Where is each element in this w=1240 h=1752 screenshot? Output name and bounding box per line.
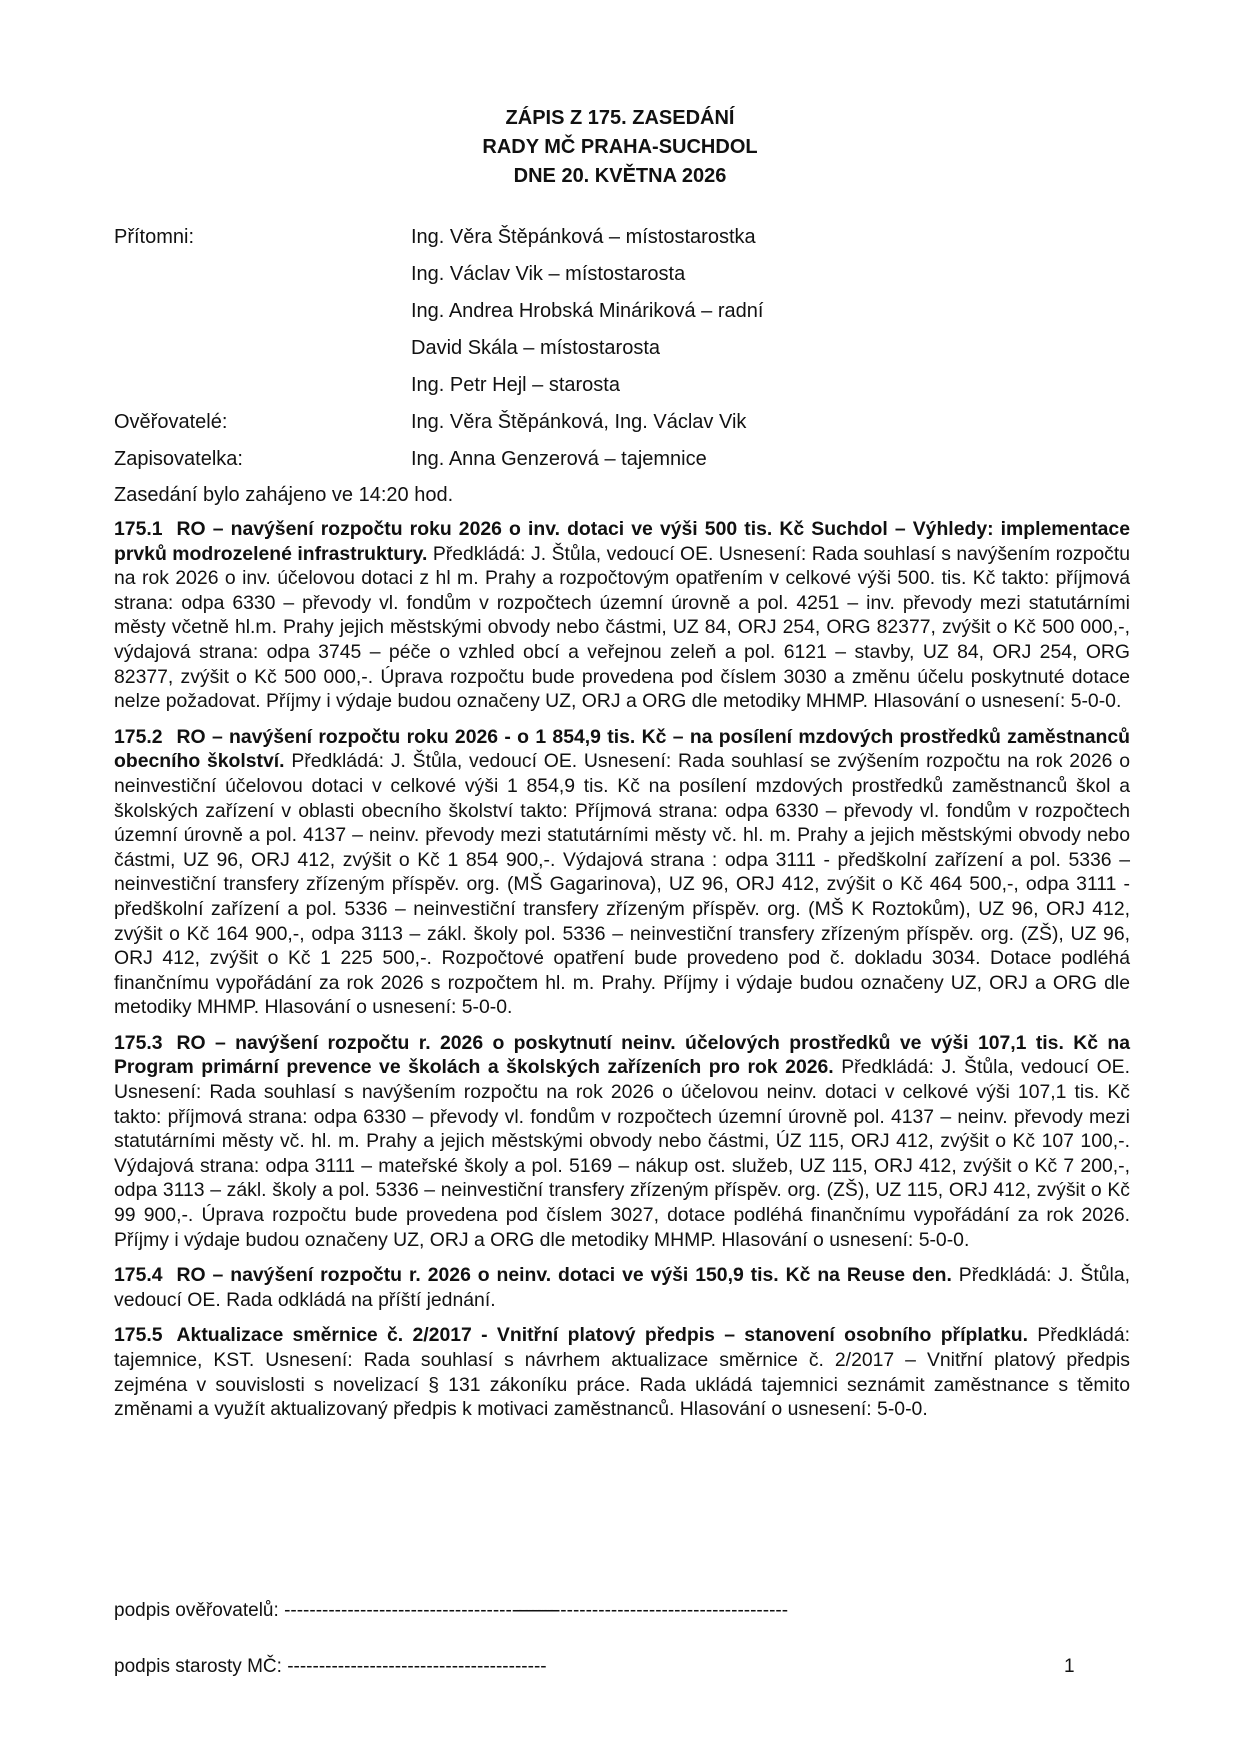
page-number: 1 <box>1064 1656 1075 1677</box>
mayor-signature-label: podpis starosty MČ: <box>114 1656 282 1677</box>
mayor-signature <box>114 1656 547 1678</box>
agenda-item <box>114 517 1130 714</box>
item-title: RO – navýšení rozpočtu r. 2026 o neinv. dotaci ve výši 150,9 tis. Kč na Reuse den. <box>176 1264 952 1287</box>
title-line-3: DNE 20. KVĚTNA 2026 <box>513 165 727 187</box>
verifiers-label: Ověřovatelé: <box>114 411 228 433</box>
item-body: Předkládá: J. Štůla, vedoucí OE. Usnesení: Rada souhlasí s navýšením rozpočtu na rok 2026 o inv. účelovou dotaci z hl m. Prahy a rozpočtovým opatřením v celkové výši 500. tis. Kč takto: příjmová strana: odpa 6330 – převody vl. fondům v rozpočtech územní úrovně a pol. 4251 – inv. převody mezi statutárními městy včetně hl.m. Prahy jejich městskými obvody nebo částmi, UZ 84, ORJ 254, ORG 82377, zvýšit o Kč 500 000,-, výdajová strana: odpa 3745 – péče o vzhled obcí a veřejnou zeleň a pol. 6121 – stavby, UZ 84, ORJ 254, ORG 82377, zvýšit o Kč 500 000,-. Úprava rozpočtu bude provedena pod číslem 3030 a změnu účelu poskytnuté dotace nelze požadovat. Příjmy i výdaje budou označeny UZ, ORJ a ORG dle metodiky MHMP. Hlasování o usnesení: 5-0-0. <box>114 542 1130 713</box>
item-title: Aktualizace směrnice č. 2/2017 - Vnitřní platový předpis – stanovení osobního příplatku. <box>176 1324 1028 1347</box>
item-body: Předkládá: J. Štůla, vedoucí OE. Rada odkládá na příští jednání. <box>114 1264 1130 1311</box>
meeting-opened-note: Zasedání bylo zahájeno ve 14:20 hod. <box>114 484 454 506</box>
agenda-item <box>114 1323 1130 1421</box>
verifiers-value: Ing. Věra Štěpánková, Ing. Václav Vik <box>411 411 747 433</box>
agenda-item <box>114 1031 1130 1252</box>
item-number: 175.5 <box>114 1324 163 1347</box>
mayor-signature-line: ----------------------------------------- <box>287 1656 547 1677</box>
item-number: 175.1 <box>114 518 163 540</box>
document-title <box>0 104 1240 191</box>
item-number: 175.4 <box>114 1264 163 1287</box>
present-member: Ing. Václav Vik – místostarosta <box>411 263 686 285</box>
title-line-1: ZÁPIS Z 175. ZASEDÁNÍ <box>505 107 735 129</box>
agenda-item <box>114 725 1130 1020</box>
recorder-label: Zapisovatelka: <box>114 448 243 470</box>
title-line-2: RADY MČ PRAHA-SUCHDOL <box>482 136 758 158</box>
present-member: Ing. Andrea Hrobská Mináriková – radní <box>411 300 764 322</box>
agenda-item <box>114 1263 1130 1312</box>
item-title: RO – navýšení rozpočtu roku 2026 - o 1 854,9 tis. Kč – na posílení mzdových prostředků zaměstnanců obecního školství. <box>114 725 1130 773</box>
verifiers-signature <box>114 1600 556 1622</box>
item-body: Předkládá: J. Štůla, vedoucí OE. Usnesení: Rada souhlasí s navýšením rozpočtu na rok 2026 o účelovou neinv. dotaci v celkové výši 107,1 tis. Kč takto: příjmová strana: odpa 6330 – převody vl. fondům v rozpočtech územní úrovně pol. 4137 – neinv. převody mezi statutárními městy vč. hl. m. Prahy a jejich městskými obvody nebo částmi, ÚZ 115, ORJ 412, zvýšit o Kč 107 100,-. Výdajová strana: odpa 3111 – mateřské školy a pol. 5169 – nákup ost. služeb, UZ 115, ORJ 412, zvýšit o Kč 7 200,-, odpa 3113 – zákl. školy a pol. 5336 – neinvestiční transfery zřízeným příspěv. org. (ZŠ), UZ 115, ORJ 412, zvýšit o Kč 99 900,-. Úprava rozpočtu bude provedena pod číslem 3027, dotace podléhá finančnímu vypořádání za rok 2026. Příjmy i výdaje budou označeny UZ, ORJ a ORG dle metodiky MHMP. Hlasování o usnesení: 5-0-0. <box>114 1056 1130 1251</box>
verifiers-signature-label: podpis ověřovatelů: <box>114 1600 279 1621</box>
present-member: David Skála – místostarosta <box>411 337 660 359</box>
item-body: Předkládá: tajemnice, KST. Usnesení: Rada souhlasí s návrhem aktualizace směrnice č. 2/2017 – Vnitřní platový předpis zejména v souvislosti s novelizací § 131 zákoníku práce. Rada ukládá tajemnici seznámit zaměstnance s těmito změnami a využít aktualizovaný předpis k motivaci zaměstnanců. Hlasování o usnesení: 5-0-0. <box>114 1324 1130 1421</box>
attendance-block <box>114 226 1134 485</box>
present-member: Ing. Petr Hejl – starosta <box>411 374 620 396</box>
item-title: RO – navýšení rozpočtu roku 2026 o inv. dotaci ve výši 500 tis. Kč Suchdol – Výhledy: implementace prvků modrozelené infrastruktury. <box>114 518 1130 565</box>
present-label: Přítomni: <box>114 226 195 248</box>
item-body: Předkládá: J. Štůla, vedoucí OE. Usnesení: Rada souhlasí se zvýšením rozpočtu na rok 2026 o neinvestiční účelovou dotaci v celkové výši 1 854,9 tis. Kč na posílení mzdových prostředků zaměstnanců škol a školských zařízení v oblasti obecního školství takto: Příjmová strana: odpa 6330 – převody vl. fondům v rozpočtech územní úrovně a pol. 4137 – neinv. převody mezi statutárními městy vč. hl. m. Prahy a jejich městskými obvody nebo částmi, UZ 96, ORJ 412, zvýšit o Kč 1 854 900,-. Výdajová strana : odpa 3111 - předškolní zařízení a pol. 5336 – neinvestiční transfery zřízeným příspěv. org. (MŠ Gagarinova), UZ 96, ORJ 412, zvýšit o Kč 464 500,-, odpa 3111 - předškolní zařízení a pol. 5336 – neinvestiční transfery zřízeným příspěv. org. (MŠ K Roztokům), UZ 96, ORJ 412, zvýšit o Kč 164 900,-, odpa 3113 – zákl. školy pol. 5336 – neinvestiční transfery zřízeným příspěv. org. (ZŠ), UZ 96, ORJ 412, zvýšit o Kč 1 225 500,-. Rozpočtové opatření bude provedeno pod č. dokladu 3034. Dotace podléhá finančnímu vypořádání za rok 2026 s rozpočtem hl. m. Prahy. Příjmy i výdaje budou označeny UZ, ORJ a ORG dle metodiky MHMP. Hlasování o usnesení: 5-0-0. <box>114 750 1130 1019</box>
verifiers-signature-line-1: ------------------------------------------- <box>284 1600 557 1621</box>
item-number: 175.2 <box>114 725 163 748</box>
item-title: RO – navýšení rozpočtu r. 2026 o poskytnutí neinv. účelových prostředků ve výši 107,1 tis. Kč na Program primární prevence ve školách a školských zařízeních pro rok 2026. <box>114 1031 1130 1079</box>
present-member: Ing. Věra Štěpánková – místostarostka <box>411 226 756 248</box>
agenda-items <box>114 517 1130 1433</box>
verifiers-signature-line-2: ------------------------------------------- <box>516 1600 789 1621</box>
recorder-value: Ing. Anna Genzerová – tajemnice <box>411 448 707 470</box>
item-number: 175.3 <box>114 1031 163 1054</box>
